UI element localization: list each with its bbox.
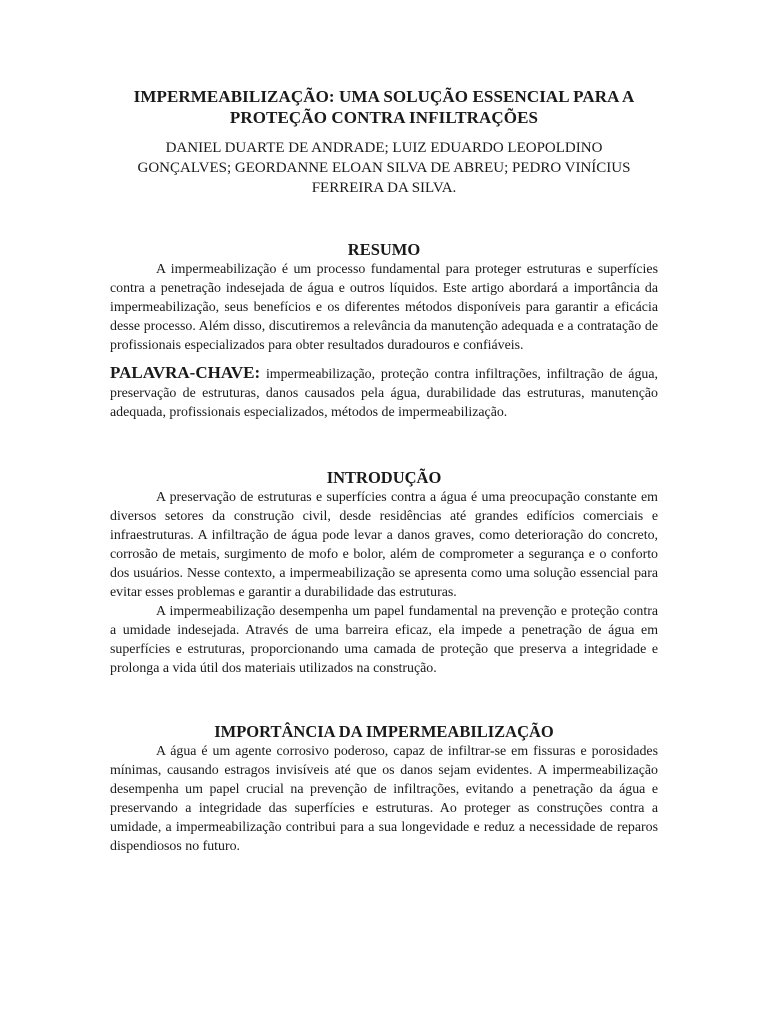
importancia-heading: IMPORTÂNCIA DA IMPERMEABILIZAÇÃO [214,722,554,741]
importancia-paragraph-1: A água é um agente corrosivo poderoso, capaz de infiltrar-se em fissuras e porosidades mínimas, causando estragos invisíveis até que os danos sejam evidentes. A impermeabilização desempenha um papel crucial na prevenção de infiltrações, evitando a penetração da água e preservando a integridade das superfícies e estruturas. Ao proteger as construções contra a umidade, a impermeabilização contribui para a sua longevidade e reduz a necessidade de reparos dispendiosos no futuro. [110,744,658,854]
authors-line-1: DANIEL DUARTE DE ANDRADE; LUIZ EDUARDO LEOPOLDINO [165,140,603,156]
resumo-heading: RESUMO [347,240,421,259]
keywords-label: PALAVRA-CHAVE: [110,363,261,382]
paper-title [110,86,658,128]
title-line-1: IMPERMEABILIZAÇÃO: UMA SOLUÇÃO ESSENCIAL PARA A [133,87,635,106]
keywords-text: impermeabilização, proteção contra infiltrações, infiltração de água, preservação de estruturas, danos causados pela água, durabilidade das estruturas, manutenção adequada, profissionais especializados, métodos de impermeabilização. [110,367,658,420]
title-line-2: PROTEÇÃO CONTRA INFILTRAÇÕES [229,108,539,127]
keywords-paragraph [110,363,658,422]
authors-line-2: GONÇALVES; GEORDANNE ELOAN SILVA DE ABREU; PEDRO VINÍCIUS [137,160,631,176]
introducao-heading: INTRODUÇÃO [326,468,442,487]
document-page [110,86,658,856]
introducao-paragraph-1: A preservação de estruturas e superfícies contra a água é uma preocupação constante em diversos setores da construção civil, desde residências até grandes edifícios comerciais e infraestruturas. A infiltração de água pode levar a danos graves, como deterioração do concreto, corrosão de metais, surgimento de mofo e bolor, além de comprometer a segurança e o conforto dos usuários. Nesse contexto, a impermeabilização se apresenta como uma solução essencial para evitar esses problemas e garantir a durabilidade das estruturas. [110,490,658,600]
introducao-paragraph-2: A impermeabilização desempenha um papel fundamental na prevenção e proteção contra a umidade indesejada. Através de uma barreira eficaz, ela impede a penetração de água em superfícies e estruturas, proporcionando uma camada de proteção que preserva a integridade e prolonga a vida útil dos materiais utilizados na construção. [110,604,658,676]
resumo-paragraph: A impermeabilização é um processo fundamental para proteger estruturas e superfícies contra a penetração indesejada de água e outros líquidos. Este artigo abordará a importância da impermeabilização, seus benefícios e os diferentes métodos disponíveis para garantir a eficácia desse processo. Além disso, discutiremos a relevância da manutenção adequada e a contratação de profissionais especializados para obter resultados duradouros e confiáveis. [110,262,658,353]
authors-line-3: FERREIRA DA SILVA. [311,180,457,196]
author-list [110,138,658,198]
